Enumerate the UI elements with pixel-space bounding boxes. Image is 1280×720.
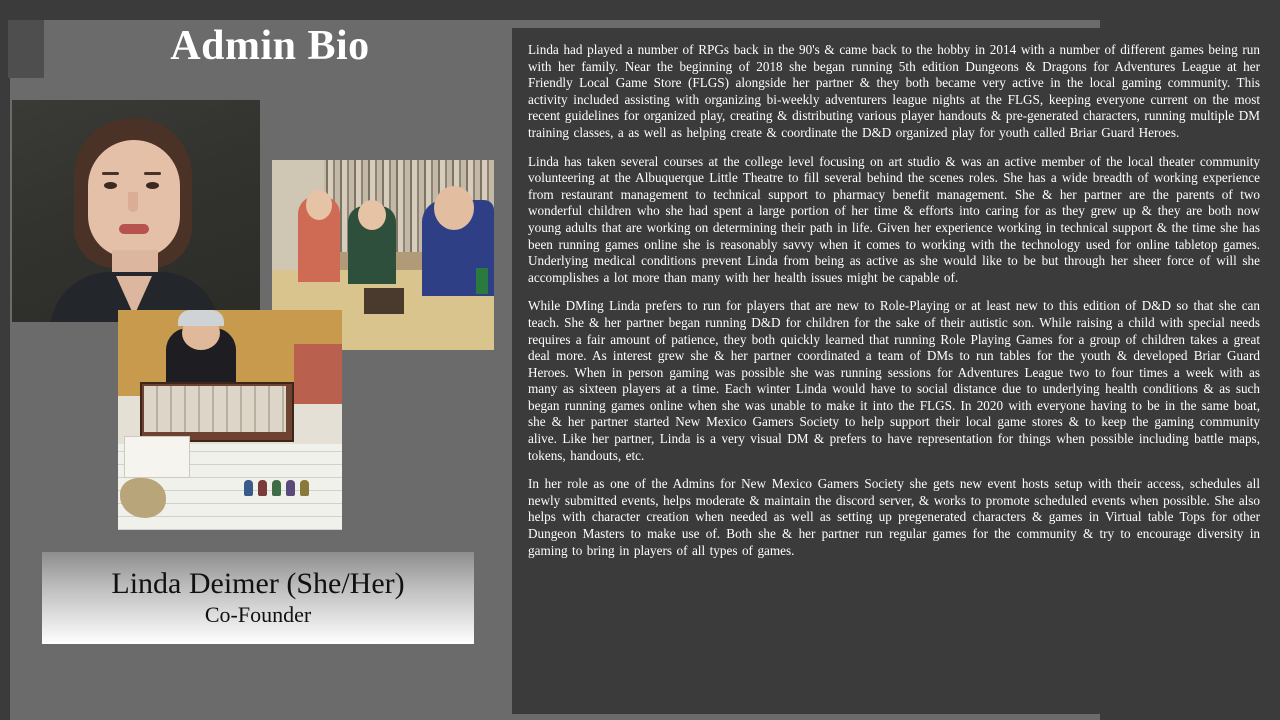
- child-two-head: [358, 200, 386, 230]
- second-player: [294, 344, 342, 404]
- portrait-mouth: [119, 224, 149, 234]
- portrait-eye-right: [146, 182, 159, 189]
- page-title: Admin Bio: [170, 23, 370, 69]
- background-band-left: [0, 0, 10, 720]
- bio-paragraph: In her role as one of the Admins for New Mexico Gamers Society she gets new event hosts setup with their access, schedules all newly submitted events, helps moderate & maintain the discord server, & works to promote scheduled events when possible. She also helps with character creation when needed as well as setting up pregenerated characters & games in Virtual table Tops for other Dungeon Masters to make use of. Both she & her partner run regular games for the community & try to encourage diversity in gaming to bring in players of all types of games.: [528, 476, 1260, 558]
- portrait-eye-left: [104, 182, 117, 189]
- portrait-photo: [12, 100, 260, 322]
- decorative-accent-square: [8, 20, 44, 78]
- dm-head-covering: [178, 310, 224, 326]
- name-banner: [42, 552, 474, 644]
- child-one-head: [306, 190, 332, 220]
- person-role: Co-Founder: [204, 601, 312, 627]
- game-table-photo: [118, 310, 342, 530]
- miniature-terrain: [364, 288, 404, 314]
- handout-papers: [124, 436, 190, 478]
- bio-paragraph: Linda had played a number of RPGs back in the 90's & came back to the hobby in 2014 with a number of different games being run with her family. Near the beginning of 2018 she began running 5th edition Dungeons & Dragons for Adventures League at her Friendly Local Game Store (FLGS) alongside her partner & they both became very active in the local gaming community. This activity included assisting with organizing bi-weekly adventurers league nights at the FLGS, keeping everyone current on the most recent guidelines for organized play, creating & distributing various player handouts & pre-generated characters, running multiple DM training classes, a as well as helping create & coordinate the D&D organized play for youth called Briar Guard Heroes.: [528, 42, 1260, 140]
- miniatures-group: [244, 468, 314, 496]
- portrait-brow-right: [144, 172, 161, 175]
- person-name: Linda Deimer (She/Her): [111, 567, 405, 601]
- portrait-nose: [128, 192, 138, 212]
- bio-paragraph: Linda has taken several courses at the college level focusing on art studio & was an active member of the local theater community volunteering at the Albuquerque Little Theatre to fill several behind the scenes roles. She has a wide breadth of working experience from restaurant management to technical support to pharmacy benefit management. She & her partner are the parents of two wonderful children who she had spent a large portion of her time & efforts into caring for as they grew up & they are both now young adults that are working on determining their path in life. Given her experience working in technical support & the time she has been running games online she is reasonably savvy when it comes to working with the technology used for online tabletop games. Underlying medical conditions prevent Linda from being as active as she would like to be but through her sheer force of will she accomplishes a lot more than many with her health issues might be capable of.: [528, 153, 1260, 285]
- dm-screen-panels: [144, 386, 286, 432]
- bio-paragraph: While DMing Linda prefers to run for players that are new to Role-Playing or at least new to this edition of D&D so that she can teach. She & her partner began running D&D for children for the sake of their autistic son. While raising a child with special needs requires a fair amount of patience, they both quickly learned that running Role Playing Games for a group of children takes a great deal more. As interest grew she & her partner coordinated a team of DMs to run tables for the youth & developed Briar Guard Heroes. When in person gaming was possible she was running sessions for Adventures League two to four times a week with as many as sixteen players at a time. Each winter Linda would have to social distance due to underlying health conditions & as such began running games online when she was unable to make it into the FLGS. In 2020 with everyone having to be in the same boat, she & her partner started New Mexico Gamers Society to help support their local game stores & to keep the gaming community alive. Like her partner, Linda is a very visual DM & prefers to have representation for things when possible including battle maps, tokens, handouts, etc.: [528, 298, 1260, 463]
- drink-can: [476, 268, 488, 294]
- portrait-brow-left: [102, 172, 119, 175]
- background-band-top: [0, 0, 1280, 20]
- adult-player-head: [434, 186, 474, 230]
- bio-text-panel: [512, 28, 1274, 714]
